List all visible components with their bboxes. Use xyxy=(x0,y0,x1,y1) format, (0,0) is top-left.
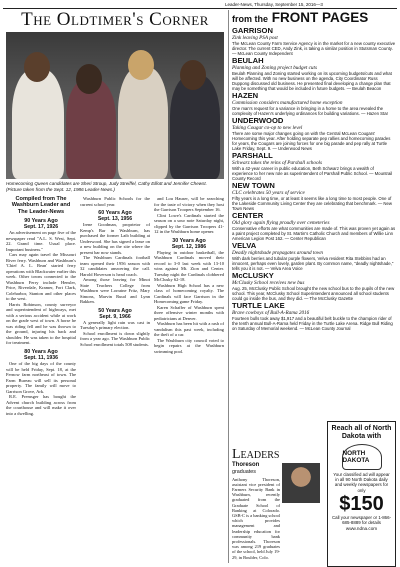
leader-subtitle: graduates xyxy=(232,468,256,475)
leaders-title: Leaders xyxy=(232,447,280,462)
photo-caption: Homecoming Queen candidates are Sheri Stroup, Judy Streiffel, Cathy Elliott and Jennifer Chewst. (Picture taken from the Sept. 12, 1986 Leader-News.) xyxy=(6,181,207,192)
photo-figure-2 xyxy=(66,79,116,179)
date-heading: Sept. 11, 1936 xyxy=(23,355,59,362)
brief-velva xyxy=(232,242,396,271)
leader-name: Thoreson xyxy=(232,462,260,468)
article-paragraph: Cars may again travel the Missouri River ferry. Washburn and Washburn's 'Chief A. L. Bean' started ferry operations with Blackwater earlier this week. Other towns connected to the Washburn Ferry include Hensler, Price, Riverdale, Kramer, Fort Clark, Coleharbor, Stanton and other places to the west. xyxy=(6,252,76,302)
article-paragraph: Clint Lowe's Cardinals started the season on a sour note Saturday night, clipped by the Garrison Troopers 41-12 in the Washburn home opener. xyxy=(154,212,224,234)
article-paragraph: Washburn has been hit with a rash of vandalism this past week, including the theft of a car. xyxy=(154,321,224,338)
brief-town: PARSHALL xyxy=(232,151,273,160)
brief-town: McCLUSKY xyxy=(232,271,274,280)
brief-body: With dark berries and tubular purple flowers, Velva resident Rita Stebbins had an innocent, perhaps even lovely, garden plant. By common name, "deadly nightshade," tells you it is not. — Velva Area Voice xyxy=(232,256,394,271)
brief-body: Beulah Planning and Zoning started working on its upcoming budgets/cuts and what will be affected. With no new business on the agenda, City Coordinator Russ Duppong discussed old business. He presented final developing a change plan that may be something that would be included in future budgets. — Beulah Beacon xyxy=(232,71,392,91)
oldtimers-column-2 xyxy=(80,196,150,564)
ad-headline: Reach all of North Dakota with xyxy=(331,425,392,440)
brief-body: With a 42-year career in public education, Beth Schwarz brings a wealth of experience to her new role as superintendent of Parshall Public School. — Mountrail County Record xyxy=(232,166,393,181)
brief-body: Conservative efforts are what communities are made of. This was proven yet again as a paint project completed by St. Martin's Catholic Church and members of Willie Linn American Legion Post 162. — Center Republican xyxy=(232,226,396,241)
year-heading: 60 Years Ago xyxy=(98,210,132,216)
oldtimers-columns xyxy=(4,196,226,564)
brief-town: BEULAH xyxy=(232,56,264,65)
photo-head-4 xyxy=(180,60,206,90)
article-paragraph: and Lou Hauser, will be searching for the taste of victory when they host the Garrison Troopers September 16. xyxy=(154,196,224,212)
brief-garrison xyxy=(232,27,396,56)
brief-town: NEW TOWN xyxy=(232,181,275,190)
ad-price: $150 xyxy=(339,492,384,515)
oldtimers-section xyxy=(4,10,226,565)
article-paragraph: Playing in outdoor basketball, the Washburn Cardinals moved their record to 3-0 last week with 13-10 wins against Mt. Zion and Center. Tuesday night the Cardinals clobbered McClusky 62-18. xyxy=(154,249,224,283)
brief-beulah xyxy=(232,57,396,91)
ad-call-to-action: Call your newspaper or 1-866-685-8889 for details xyxy=(331,514,392,526)
photo-head-3 xyxy=(128,50,154,80)
photo-head-1 xyxy=(24,52,50,82)
year-heading: 30 Years Ago xyxy=(172,237,206,244)
photo-figure-4 xyxy=(170,75,220,179)
brief-new-town xyxy=(232,182,396,211)
oldtimers-column-3 xyxy=(154,196,224,564)
year-heading: 50 Years Ago xyxy=(98,307,132,314)
article-paragraph: The Washburn Cardinals football team opened their 1956 season with 32 candidates answering the call. Harold Hoverson is head coach. xyxy=(80,255,150,277)
brief-underwood xyxy=(232,117,396,151)
ad-description: Your classified ad will appear in all 90 North Dakota daily and weekly newspapers for only xyxy=(333,472,390,493)
brief-town: UNDERWOOD xyxy=(232,116,284,125)
brief-hazen xyxy=(232,92,396,116)
date-heading: Sept. 9, 1966 xyxy=(99,313,131,320)
article-paragraph: School enrollment is down slightly from a year ago. The Washburn Public School enrollment totals 508 students. xyxy=(80,330,150,347)
article-paragraph: Among those leaving for Minot State Teachers College from Washburn were Lorraine Fritz, Mary Simons, Marvin Ruud and Lynn Bakken. xyxy=(80,277,150,305)
portrait-photo xyxy=(282,463,320,503)
article-paragraph: Harris Robinson, county surveyor and superintendent of highways, met with a serious accident while at work on the grade west of town. A horse he was riding fell and he was thrown to the ground, injuring his back and shoulder. He was taken to the hospital for treatment. xyxy=(6,301,76,346)
ndna-logo: NORTH DAKOTA xyxy=(342,444,382,470)
brief-body: There are some major changes going on with the Central McLean Cougars' Homecoming this year. After holding separate pep rallies and homecoming parades for years, the Cougars are joining forces for one big parade and pep rally at Turtle Lake Friday, Sept. 9. — Underwood News xyxy=(232,131,391,151)
brief-mcclusky xyxy=(232,272,396,301)
article-paragraph: The Washburn city council voted to begin repairs at the Washburn swimming pool. xyxy=(154,337,224,354)
date-heading: Sept. 13, 1956 xyxy=(97,216,133,223)
brief-body: Fifty years is a long time, or at least it seems like a long time to most people. One of the Lakeside Community Living Center they are celebrating that benchmark. — New Town News xyxy=(232,196,393,211)
brief-center xyxy=(232,212,396,241)
brief-headline: Commission considers manufactured home exception xyxy=(232,100,343,106)
brief-town: TURTLE LAKE xyxy=(232,301,285,310)
year-heading: 90 Years Ago xyxy=(24,218,58,225)
brief-town: GARRISON xyxy=(232,26,273,35)
brief-body: Aug. 25, McClusky Public School brought the new school bus to the pupils of the new school. This year, McClusky School Superintendent announced all school students could go inside the bus, and they did. — The McClusky Gazette xyxy=(232,286,395,301)
article-paragraph: R.E. Premsger has bought the Advent church building across from the courthouse and will make it over into a dwelling. xyxy=(6,394,76,416)
section-divider xyxy=(228,10,229,563)
front-pages-title xyxy=(232,10,396,26)
ad-url[interactable]: www.ndna.com xyxy=(345,526,378,532)
brief-body: The McLean County Farm Service Agency is in the market for a new county executive director. The current CED, Andy Zink, is taking a similar position in Stutsman County. — McLean County Independent xyxy=(232,41,396,56)
brief-headline: Taking Cougar co-op to new level xyxy=(232,125,303,131)
brief-headline: Schwarz takes the reins of Parshall schools xyxy=(232,160,323,166)
front-pages-title-main: FRONT PAGES xyxy=(271,10,369,25)
article-paragraph: Washburn High School has a new class of homecoming royalty. The Cardinals will face Garrison in the Homecoming game Friday. xyxy=(154,282,224,305)
brief-headline: Brave cowboys of Bull-A-Rama 2016 xyxy=(232,310,310,316)
header-folio: Leader-News, Thursday, September 15, 2016—3 xyxy=(225,2,323,7)
brief-body: One man's request for a variance in bringing in a home to the area revealed the complexity of Hazen's underlying ordinances for building variations. — Hazen Star xyxy=(232,106,389,116)
brief-headline: McClusky School receives new bus xyxy=(232,280,305,286)
brief-headline: CLC celebrates 50 years of service xyxy=(232,190,305,196)
brief-headline: Deadly nightshade propagates around town xyxy=(232,250,323,256)
leaders-section xyxy=(232,447,322,565)
brief-headline: Zink leaving PSA post xyxy=(232,35,278,41)
oldtimers-column-1 xyxy=(6,196,76,564)
brief-headline: Planning and Zoning project budget cuts xyxy=(232,65,317,71)
ndna-advertisement[interactable] xyxy=(327,421,396,567)
homecoming-photo xyxy=(6,32,224,179)
article-paragraph: A generally light rain was cast in Tuesday's primary election. xyxy=(80,319,150,331)
lower-right-area xyxy=(232,425,396,565)
leader-body: Anthony Thoreson, assistant vice president of Farmers Security Bank in Washburn, recently graduated from the Graduate School of Banking at Colorado. GSB-C is a banking school which provides management and leadership education for community bank professionals. Thoreson was among 219 graduates of the school, held July 19-29, in Boulder, Colo. xyxy=(232,476,280,560)
oldtimers-title: The Oldtimer's Corner xyxy=(21,9,209,30)
article-paragraph: One of the big days of the county will be held Friday, Sept. 18, at the Fernow farm northeast of town. The Farm Bureau will sell its personal property. The family will move to Garrison Grove, Ark. xyxy=(6,361,76,394)
brief-town: HAZEN xyxy=(232,91,259,100)
article-paragraph: Karen Schaffer of Washburn spent three offensive winter months with pediatricians at Denver. xyxy=(154,304,224,321)
article-paragraph: Washburn Public Schools for the current school year. xyxy=(80,196,150,207)
brief-town: VELVA xyxy=(232,241,257,250)
front-pages-title-from: from the xyxy=(232,14,268,24)
brief-body: Fourteen bulls took away $1,917 and a beautiful belt buckle to the champion rider of the tenth annual Bull-A-Rama held Friday in the Turtle Lake Arena. Ridge Bull Riding on Saturday of Memorial weekend. — McLean County Journal xyxy=(232,316,393,331)
compiled-heading: Compiled from The Washburn Leader and The Leader-News xyxy=(11,196,71,215)
photo-figure-3 xyxy=(118,67,168,179)
photo-figure-1 xyxy=(12,69,64,179)
year-heading: 80 Years Ago xyxy=(24,348,58,355)
brief-parshall xyxy=(232,152,396,181)
front-pages-section xyxy=(232,10,396,565)
date-heading: Sept. 12, 1986 xyxy=(171,243,207,250)
photo-head-2 xyxy=(76,64,102,94)
brief-headline: Old glory again flying proudly over cemeteries xyxy=(232,220,330,226)
brief-town: CENTER xyxy=(232,211,264,220)
page-header xyxy=(0,0,400,8)
brief-turtle-lake xyxy=(232,302,396,331)
date-heading: Sept. 17, 1926 xyxy=(23,224,59,231)
article-paragraph: Irene Goodman, proprietor of Kemp's Bar in Washburn, has purchased the former Laib building at Underwood. She has signed a lease on a new building on the site where the present bar now stands. xyxy=(80,222,150,255)
article-paragraph: An advertisement on page five of the newspaper read "A.L. S. West, Sept. 22. Grand time. Usual place. Important business." xyxy=(6,230,76,252)
